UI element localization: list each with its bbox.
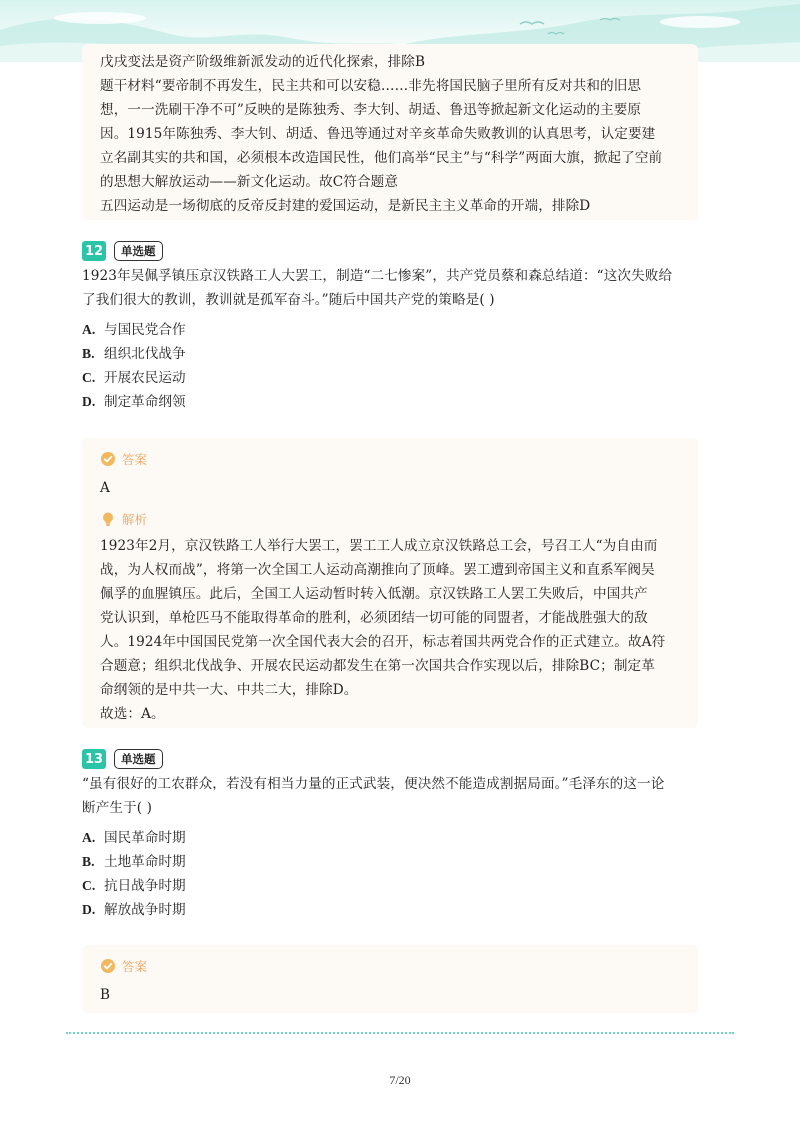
lightbulb-icon xyxy=(100,511,116,527)
page-number: 7/20 xyxy=(389,1073,411,1087)
analysis-line: 故选：A。 xyxy=(100,706,165,722)
analysis-line: 五四运动是一场彻底的反帝反封建的爱国运动，是新民主主义革命的开端，排除D xyxy=(100,198,591,214)
analysis-line: 的思想大解放运动——新文化运动。故C符合题意 xyxy=(100,174,399,190)
analysis-line: 1923年2月，京汉铁路工人举行大罢工，罢工工人成立京汉铁路总工会，号召工人“为自由而 xyxy=(100,538,658,554)
question-13 xyxy=(82,748,702,922)
analysis-line: 题干材料“要帝制不再发生，民主共和可以安稳……非先将国民脑子里所有反对共和的旧思 xyxy=(100,78,642,94)
check-circle-icon xyxy=(100,958,116,974)
question-type-badge: 单选题 xyxy=(114,241,163,261)
answer-label: 答案 xyxy=(122,959,148,974)
question-stem-line: 断产生于( ) xyxy=(82,800,153,816)
question-number-badge: 12 xyxy=(82,241,106,261)
analysis-line: 党认识到，单枪匹马不能取得革命的胜利，必须团结一切可能的同盟者，才能战胜强大的敌 xyxy=(100,610,648,626)
previous-analysis-card xyxy=(82,44,698,220)
option-a[interactable]: A. 与国民党合作 xyxy=(82,322,186,338)
question-12 xyxy=(82,240,702,414)
question-stem-line: “虽有很好的工农群众，若没有相当力量的正式武装，便决然不能造成割据局面。”毛泽东的这一论 xyxy=(82,776,665,792)
option-b[interactable]: B. 组织北伐战争 xyxy=(82,346,186,362)
analysis-line: 合题意；组织北伐战争、开展农民运动都发生在第一次国共合作实现以后，排除BC；制定革 xyxy=(100,658,655,674)
q12-answer-card xyxy=(82,438,698,728)
answer-label: 答案 xyxy=(122,452,148,467)
question-stem-line: 了我们很大的教训，教训就是孤军奋斗。”随后中国共产党的策略是( ) xyxy=(82,292,495,308)
analysis-line: 人。1924年中国国民党第一次全国代表大会的召开，标志着国共两党合作的正式建立。故A符 xyxy=(100,634,666,650)
option-a[interactable]: A. 国民革命时期 xyxy=(82,830,186,846)
analysis-line: 想，一一洗刷干净不可”反映的是陈独秀、李大钊、胡适、鲁迅等掀起新文化运动的主要原 xyxy=(100,102,642,118)
analysis-line: 戊戌变法是资产阶级维新派发动的近代化探索，排除B xyxy=(100,54,426,70)
analysis-line: 立名副其实的共和国，必须根本改造国民性，他们高举“民主”与“科学”两面大旗，掀起了空前 xyxy=(100,150,663,166)
option-c[interactable]: C. 开展农民运动 xyxy=(82,370,186,386)
answer-value: B xyxy=(100,987,110,1003)
analysis-line: 命纲领的是中共一大、中共二大，排除D。 xyxy=(100,682,358,698)
q13-answer-card xyxy=(82,945,698,1013)
option-d[interactable]: D. 解放战争时期 xyxy=(82,902,186,918)
option-b[interactable]: B. 土地革命时期 xyxy=(82,854,186,870)
analysis-label: 解析 xyxy=(122,512,148,527)
question-number-badge: 13 xyxy=(82,749,106,769)
analysis-line: 因。1915年陈独秀、李大钊、胡适、鲁迅等通过对辛亥革命失败教训的认真思考，认定要建 xyxy=(100,126,656,142)
analysis-line: 战，为人权而战”，将第一次全国工人运动高潮推向了顶峰。罢工遭到帝国主义和直系军阀吴 xyxy=(100,562,655,578)
analysis-line: 佩孚的血腥镇压。此后，全国工人运动暂时转入低潮。京汉铁路工人罢工失败后，中国共产 xyxy=(100,586,648,602)
option-d[interactable]: D. 制定革命纲领 xyxy=(82,394,186,410)
question-stem-line: 1923年吴佩孚镇压京汉铁路工人大罢工，制造“二七惨案”，共产党员蔡和森总结道：“这次失败给 xyxy=(82,268,673,284)
option-c[interactable]: C. 抗日战争时期 xyxy=(82,878,186,894)
footer-divider xyxy=(66,1032,734,1034)
question-type-badge: 单选题 xyxy=(114,749,163,769)
check-circle-icon xyxy=(100,451,116,467)
answer-value: A xyxy=(100,480,110,496)
